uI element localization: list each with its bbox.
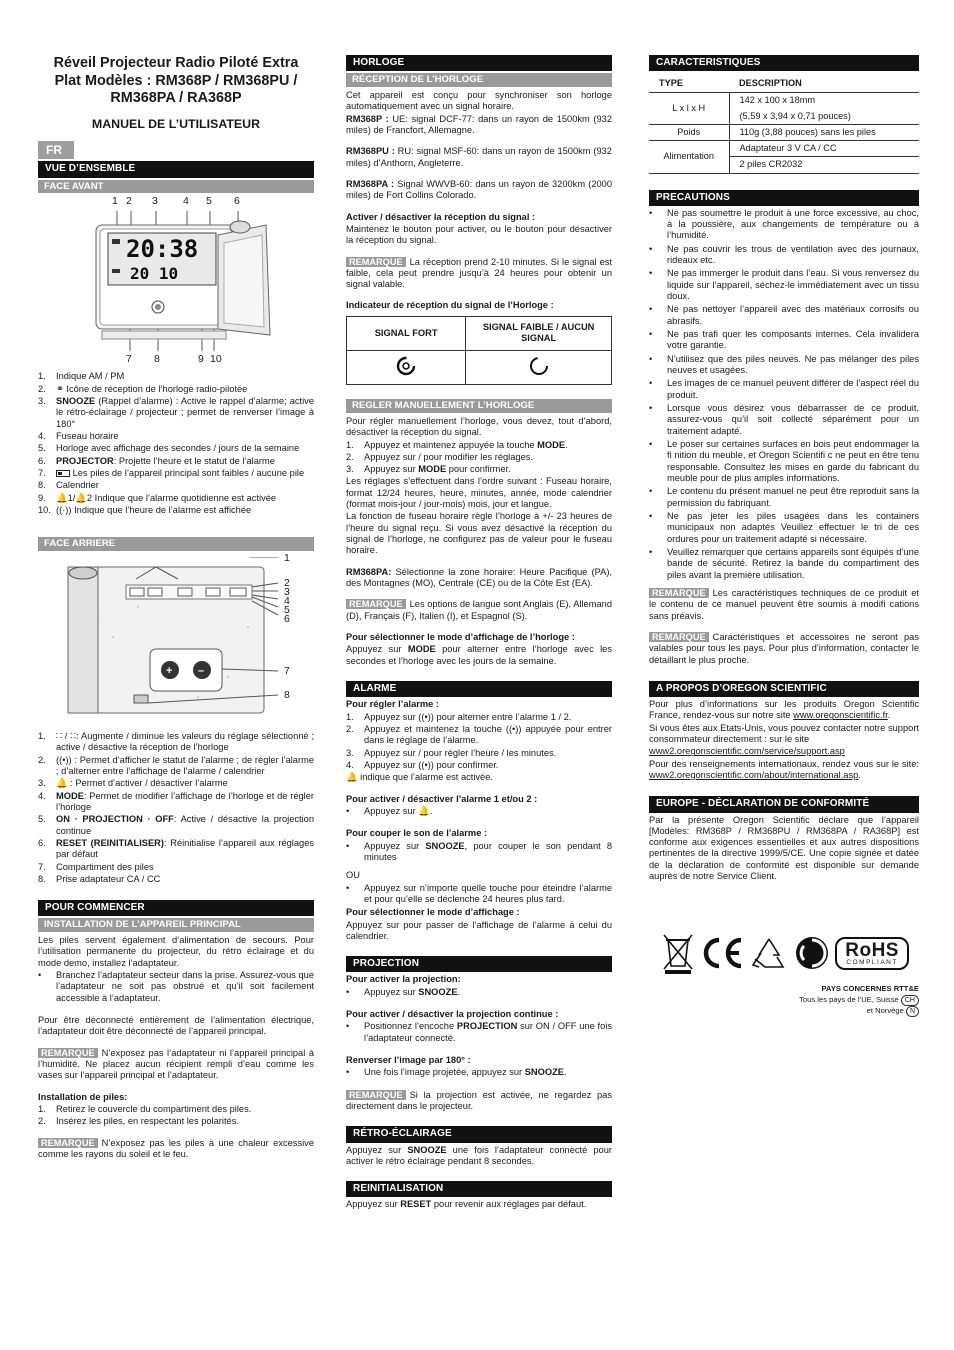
reception-note: REMARQUE La réception prend 2-10 minutes. Si le signal est faible, cela peut prendre jusqu’à 24 heures pour obtenir un signal valable. xyxy=(346,256,612,290)
projection-cont-title: Pour activer / désactiver la projection continue : xyxy=(346,1009,559,1020)
spec-header-desc: DESCRIPTION xyxy=(729,75,919,93)
weee-bin-icon xyxy=(661,932,695,974)
section-projection: PROJECTION xyxy=(346,956,612,972)
alarm-toggle-list: • Appuyez sur 🔔. xyxy=(346,805,433,816)
alarm-wave-icon: ((•)) xyxy=(56,754,72,765)
callout-front-7: 7 xyxy=(126,353,132,366)
note-badge: REMARQUE xyxy=(38,1138,98,1148)
section-conformity: EUROPE - DÉCLARATION DE CONFORMITÉ xyxy=(649,796,919,812)
radio-signal-icon: ⚭ xyxy=(56,383,64,394)
battery-step: 1. Retirez le couvercle du compartiment des piles. xyxy=(38,1104,252,1115)
back-item: 1. ∷ / ∷: Augmente / diminue les valeurs du réglage sélectionné ; active / désactive la réception de l’horloge xyxy=(38,730,314,753)
list-item: • Lorsque vous désirez vous débarrasser de ce produit, assurez-vous qu’il soit collecté séparément pour un traitement adapté. xyxy=(649,402,919,436)
backlight-text: Appuyez sur SNOOZE une fois l’adaptateur connecté pour activer le rétro éclairage pendant 8 secondes. xyxy=(346,1144,612,1166)
spec-header-type: TYPE xyxy=(649,75,729,93)
callout-front-1: 1 xyxy=(112,195,118,208)
model-rm368p: RM368P : UE: signal DCF-77: dans un rayon de 1500km (932 miles) de Francfort, Allemagne. xyxy=(346,113,612,135)
front-clock-illustration xyxy=(38,207,314,367)
ce-mark-icon xyxy=(699,936,745,970)
list-item: • Le poser sur certaines surfaces en bois peut endommager la fi nition du meuble, et Oregon Scientifi c ne peut en être tenu responsable. Consultez les mises en garde du fabricant du meuble pour de plus amples informations. xyxy=(649,438,919,483)
callout-front-6: 6 xyxy=(234,195,240,208)
manual-step: 1. Appuyez et maintenez appuyée la touche MODE. xyxy=(346,439,568,450)
subsection-reception: RÉCEPTION DE L’HORLOGE xyxy=(346,73,612,87)
alarm-wave-icon: ((•)) xyxy=(505,723,522,734)
alarm-wave-icon: ((•)) xyxy=(418,759,434,770)
front-item: 9. 🔔1/🔔2 Indique que l’alarme quotidienne est activée xyxy=(38,492,277,503)
alarm-stop-title: Pour couper le son de l’alarme : xyxy=(346,828,488,839)
alarm-step: 4. Appuyez sur ((•)) pour confirmer. xyxy=(346,759,499,770)
front-item: 1. Indique AM / PM xyxy=(38,371,125,382)
callout-front-5: 5 xyxy=(206,195,212,208)
note-badge: REMARQUE xyxy=(346,257,406,267)
about-link2-line xyxy=(649,746,919,757)
list-item: • Ne pas trafi quer les composants internes. Cela invalidera votre garantie. xyxy=(649,328,919,351)
callout-back-3: 3 xyxy=(284,585,290,598)
subsection-install: INSTALLATION DE L’APPAREIL PRINCIPAL xyxy=(38,918,314,932)
section-clock: HORLOGE xyxy=(346,55,612,71)
display-mode-title: Pour sélectionner le mode d’affichage de l’horloge : xyxy=(346,632,575,643)
projection-note: REMARQUE Si la projection est activée, ne regardez pas directement dans le projecteur. xyxy=(346,1089,612,1111)
rtt-countries: PAYS CONCERNES RTT&E Tous les pays de l’UE, Suisse CH et Norvège N xyxy=(799,984,919,1016)
alarm-bell-icon: 🔔 xyxy=(56,778,68,789)
svg-text:–: – xyxy=(198,664,205,677)
back-clock-illustration xyxy=(38,557,314,723)
alarm-view-title: Pour sélectionner le mode d’affichage : xyxy=(346,907,520,918)
alarm-stop-list-2: • Appuyez sur n’importe quelle touche pour éteindre l’alarme et pour qu’elle se déclenche 24 heures plus tard. xyxy=(346,882,612,904)
down-arrow-signal-icon: ∷ xyxy=(70,730,77,741)
about-p3: Pour des renseignements internationaux, rendez vous sur le site: www2.oregonscientific.com/about/international.asp. xyxy=(649,758,919,780)
section-reset: REINITIALISATION xyxy=(346,1181,612,1197)
list-item: • Ne pas immerger le produit dans l’eau. Si vous renversez du liquide sur l’appareil, séchez-le immédiatement avec un tissu doux. xyxy=(649,268,919,301)
section-alarm: ALARME xyxy=(346,681,612,697)
alarm-bell-icon: 🔔 xyxy=(418,805,430,816)
manual-intro: Pour régler manuellement l’horloge, vous devez, tout d’abord, désactiver la réception du signal. xyxy=(346,415,612,438)
callout-front-10: 10 xyxy=(210,353,222,366)
alarm-step: 3. Appuyez sur / pour régler l’heure / les minutes. xyxy=(346,747,557,758)
callout-back-2: 2 xyxy=(284,576,290,589)
section-precautions: PRECAUTIONS xyxy=(649,190,919,206)
certification-logos xyxy=(649,928,919,978)
front-item: 10. ((·)) Indique que l’heure de l’alarme est affichée xyxy=(38,504,252,515)
note-badge: REMARQUE xyxy=(38,1048,98,1058)
install-para: Pour être déconnecté entièrement de l’alimentation électrique, l’adaptateur doit être déconnecté de l’appareil principal. xyxy=(38,1015,314,1037)
back-item: 7. Compartiment des piles xyxy=(38,861,154,872)
precautions-note-1: REMARQUE Les caractéristiques techniques de ce produit et le contenu de ce manuel peuvent être soumis à modifi cations sans préavis. xyxy=(649,587,919,621)
lcd-time: 20:38 xyxy=(126,235,199,264)
section-specs: CARACTERISTIQUES xyxy=(649,55,919,71)
language-note: REMARQUE Les options de langue sont Anglais (E), Allemand (D), Français (F), Italien (I), et Espagnol (S). xyxy=(346,599,612,621)
projection-flip-title: Renverser l’image par 180° : xyxy=(346,1055,471,1065)
callout-front-3: 3 xyxy=(152,195,158,208)
list-item: • Le contenu du présent manuel ne peut être reproduit sans la permission du fabriquant. xyxy=(649,486,919,508)
back-item: 5. ON · PROJECTION · OFF: Active / désactive la projection continue xyxy=(38,814,315,836)
reception-intro: Cet appareil est conçu pour synchroniser son horloge automatiquement avec un signal horaire. xyxy=(346,89,612,112)
alarm-step: 2. Appuyez et maintenez la touche ((•)) appuyée pour entrer dans le réglage de l’alarme. xyxy=(346,723,612,746)
table-row: (5,59 x 3,94 x 0,71 pouces) xyxy=(649,109,919,125)
reset-text: Appuyez sur RESET pour revenir aux réglages par défaut. xyxy=(346,1199,587,1210)
note-badge: REMARQUE xyxy=(649,632,709,642)
callout-front-9: 9 xyxy=(198,353,204,366)
list-item: • Ne pas couvrir les trous de ventilation avec des journaux, rideaux etc. xyxy=(649,243,919,265)
manual-zone: La fonction de fuseau horaire règle l’horloge à +/- 23 heures de l’heure du signal reçu. Si vous avez désactivé la réception du signal de l’horloge, ne configurez pas de valeur pour le fuseau horaire. xyxy=(346,511,612,556)
projection-on-title: Pour activer la projection: xyxy=(346,974,461,985)
signal-strong-header: SIGNAL FORT xyxy=(347,316,466,350)
battery-steps xyxy=(38,1104,314,1128)
manual-steps xyxy=(346,440,612,476)
signal-table xyxy=(346,316,612,385)
display-mode-text: Appuyez sur MODE pour alterner entre l’horloge avec les secondes et l’horloge avec les jours de la semaine. xyxy=(346,644,612,666)
note-badge: REMARQUE xyxy=(346,1090,406,1100)
front-item: 5. Horloge avec affichage des secondes / jours de la semaine xyxy=(38,443,300,454)
callout-back-1: 1 xyxy=(284,551,290,564)
front-items-list xyxy=(38,371,314,516)
back-item: 8. Prise adaptateur CA / CC xyxy=(38,873,161,884)
back-item: 6. RESET (REINITIALISER): Réinitialise l’appareil aux réglages par défaut xyxy=(38,837,315,860)
precautions-list xyxy=(649,208,919,581)
country-badge-n: N xyxy=(906,1006,919,1017)
document-title: Réveil Projecteur Radio Piloté Extra Plat Modèles : RM368P / RM368PU / RM368PA / RA368P xyxy=(53,55,299,107)
signal-indicator-title: Indicateur de réception du signal de l’Horloge : xyxy=(346,300,554,311)
up-arrow-signal-icon: ∷ xyxy=(56,730,62,741)
back-items-list xyxy=(38,731,314,885)
column-middle: HORLOGE RÉCEPTION DE L’HORLOGE Cet appareil est conçu pour synchroniser son horloge automatiquement avec un signal horaire. RM368P : UE: signal DCF-77: dans un rayon de 1500km (932 miles) de Francfort, Allemagne. RM368PU : RU: signal MSF-60: dans un rayon de 1500km (932 miles) d’Anthorn, Angleterre. RM368PA : Signal WWVB-60: dans un rayon de 3200km (2000 miles) de Fort Collins Colorado. Activer / désactiver la réception du signal : Maintenez le bouton pour activer, ou le bouton pour désactiver la réception du signal. REMARQUE La réception prend 2-10 minutes. Si le signal est faible, cela peut prendre jusqu’à 24 heures pour obtenir un signal valable. Indicateur de réception du signal de l’Horloge : SIGNAL FORT SIGNAL FAIBLE / AUCUN SIGNAL REGLER MANUELLEMENT L’HORLOGE Pour régler manuellement l’horloge, vous devez, tout d’abord, désactiver la réception du signal. 1. Appuyez et maintenez appuyée la touche MODE. 2. Appuyez sur / pour modifier les réglages. 3. Appuyez sur MODE pour confirmer. Les réglages s’effectuent dans l’ordre suivant : Fuseau horaire, format 12/24 heures, heure, minutes, année, mode calendrier (format mois-jour / jour-mois) mois, jour et langue. La fonction de fuseau horaire règle l’horloge à +/- 23 heures de l’heure du signal reçu. Si vous avez désactivé la réception du signal de l’horloge, ne configurez pas de valeur pour le fuseau horaire. RM368PA: Sélectionne la zone horaire: Heure Pacifique (PA), des Montagnes (MO), Centrale (CE) ou de la Côte Est (EA). REMARQUE Les options de langue sont Anglais (E), Allemand (D), Français (F), Italien (I), et Espagnol (S). Pour sélectionner le mode d’affichage de l’horloge : Appuyez sur MODE pour alterner entre l’horloge avec les secondes et l’horloge avec les jours de la semaine. ALARME Pour régler l’alarme : 1. Appuyez sur ((•)) pour alterner entre l’alarme 1 / 2. 2. Appuyez et maintenez la touche ((•)) appuyée pour entrer dans le réglage de l’alarme. 3. Appuyez sur / pour régler l’heure / les minutes. 4. Appuyez sur ((•)) pour confirmer. 🔔 indique que l’alarme est activée. Pour activer / désactiver l’alarme 1 et/ou 2 : • Appuyez sur 🔔. Pour couper le son de l’alarme : • Appuyez sur SNOOZE, pour couper le son pendant 8 minutes OU • Appuyez sur n’importe quelle touche pour éteindre l’alarme et pour qu’elle se déclenche 24 heures plus tard. Pour sélectionner le mode d’affichage : Appuyez sur pour passer de l’affichage de l’alarme à celui du calendrier. PROJECTION Pour activer la projection: • Appuyez sur SNOOZE. Pour activer / désactiver la projection continue : • Positionnez l’encoche PROJECTION sur ON / OFF une fois l’adaptateur connecté. Renverser l’image par 180° : • Une fois l’image projetée, appuyez sur SNOOZE. REMARQUE Si la projection est activée, ne regardez pas directement dans le projecteur. RÉTRO-ÉCLAIRAGE Appuyez sur SNOOZE une fois l’adaptateur connecté pour activer le rétro éclairage pendant 8 secondes. REINITIALISATION Appuyez sur RESET pour revenir aux réglages par défaut. xyxy=(346,57,612,1210)
back-item: 2. ((•)) : Permet d’afficher le statut de l’alarme ; de régler l’alarme ; d’alterner entre l’affichage de l’alarme / calendrier xyxy=(38,754,314,776)
lcd-secondary: 20 10 xyxy=(130,264,179,284)
link-oregon-support[interactable]: www2.oregonscientific.com/service/support.asp xyxy=(649,746,845,757)
front-item: 7. Les piles de l’appareil principal sont faibles / aucune pile xyxy=(38,467,305,478)
table-row: Alimentation Adaptateur 3 V CA / CC xyxy=(649,141,919,157)
install-bullets xyxy=(38,970,314,1004)
battery-step: 2. Insérez les piles, en respectant les polarités. xyxy=(38,1116,239,1127)
signal-weak-icon xyxy=(528,355,550,377)
battery-title: Installation de piles: xyxy=(38,1091,128,1102)
callout-front-2: 2 xyxy=(126,195,132,208)
front-diagram xyxy=(38,197,314,365)
note-badge: REMARQUE xyxy=(649,588,709,598)
green-dot-icon xyxy=(793,934,831,972)
list-item: • Veuillez remarquer que certains appareils sont équipés d’une bande de sécurité. Retirez la bande du compartiment des piles avant la première utilisation. xyxy=(649,546,919,580)
callout-back-8: 8 xyxy=(284,688,290,701)
about-p1: Pour plus d’informations sur les produits Oregon Scientific France, rendez-vous sur notre site www.oregonscientific.fr. xyxy=(649,699,919,721)
language-tag: FR xyxy=(38,141,74,160)
subsection-back: FACE ARRIERE xyxy=(38,537,314,551)
table-row: L x l x H 142 x 100 x 18mm xyxy=(649,93,919,109)
model-rm368pu: RM368PU : RU: signal MSF-60: dans un rayon de 1500km (932 miles) d’Anthorn, Angleterre. xyxy=(346,146,612,168)
signal-weak-cell xyxy=(466,350,612,384)
signal-strong-cell xyxy=(347,350,466,384)
precautions-note-2: REMARQUE Caractéristiques et accessoires ne seront pas valables pour tous les pays. Pour plus d’information, contacter le détaillant le plus proche. xyxy=(649,631,919,665)
manual-rm368pa: RM368PA: Sélectionne la zone horaire: Heure Pacifique (PA), des Montagnes (MO), Centrale (CE) ou de la Côte Est (EA). xyxy=(346,566,612,589)
back-item: 4. MODE: Permet de modifier l’affichage de l’horloge et de régler l’horloge xyxy=(38,790,314,812)
callout-back-5: 5 xyxy=(284,603,290,616)
alarm-step: 1. Appuyez sur ((•)) pour alterner entre l’alarme 1 / 2. xyxy=(346,711,572,722)
document-subtitle: MANUEL DE L’UTILISATEUR xyxy=(91,116,261,131)
list-item: • N’utilisez que des piles neuves. Ne pas mélanger des piles neuves et usagées. xyxy=(649,353,919,375)
alarm-steps xyxy=(346,712,612,772)
alarm-view-text: Appuyez sur pour passer de l’affichage de l’alarme à celui du calendrier. xyxy=(346,919,612,941)
list-item: • Ne pas jeter les piles usagées dans les containers municipaux non adaptés Veuillez effectuer le tri de ces ordures pour un traitement adapté si nécessaire. xyxy=(649,510,919,544)
callout-back-4: 4 xyxy=(284,594,290,607)
section-backlight: RÉTRO-ÉCLAIRAGE xyxy=(346,1126,612,1142)
manual-step: 2. Appuyez sur / pour modifier les réglages. xyxy=(346,451,533,462)
install-bullet: • Branchez l’adaptateur secteur dans la prise. Assurez-vous que l’adaptateur ne soit pas obstrué et qu’il soit facilement accessible à l’adaptateur. xyxy=(38,970,314,1003)
column-right xyxy=(649,55,919,1017)
link-oregon-international[interactable]: www2.oregonscientific.com/about/international.asp xyxy=(649,769,859,780)
alarm-or: OU xyxy=(346,870,360,881)
front-item: 6. PROJECTOR: Projette l’heure et le statut de l’alarme xyxy=(38,455,275,466)
recycle-icon xyxy=(749,935,789,971)
link-oregon-fr[interactable]: www.oregonscientific.fr xyxy=(793,710,888,721)
signal-strong-icon xyxy=(395,355,417,377)
manual-order: Les réglages s’effectuent dans l’ordre suivant : Fuseau horaire, format 12/24 heures, heure, minutes, année, mode calendrier (format mois-jour / jour-mois) mois, jour et langue. xyxy=(346,476,612,510)
front-item: 2. ⚭ Icône de réception de l’horloge radio-pilotée xyxy=(38,383,248,394)
install-note: REMARQUE N’exposez pas l’adaptateur ni l’appareil principal à l’humidité. Ne placez aucun récipient rempli d’eau comme les vases sur l’appareil principal et l’adaptateur. xyxy=(38,1047,314,1081)
back-item: 3. 🔔 : Permet d’activer / désactiver l’alarme xyxy=(38,778,228,789)
front-item: 8. Calendrier xyxy=(38,480,99,491)
table-row: 2 piles CR2032 xyxy=(649,157,919,173)
list-item: • Les images de ce manuel peuvent différer de l’aspect réel du produit. xyxy=(649,378,919,400)
back-diagram xyxy=(38,551,314,725)
callout-front-8: 8 xyxy=(154,353,160,366)
alarm-set-title: Pour régler l’alarme : xyxy=(346,699,440,710)
signal-toggle-title: Activer / désactiver la réception du signal : xyxy=(346,211,536,222)
section-about: A PROPOS D’OREGON SCIENTIFIC xyxy=(649,681,919,697)
list-item: • Ne pas nettoyer l’appareil avec des matériaux corrosifs ou abrasifs. xyxy=(649,304,919,326)
manual-step: 3. Appuyez sur MODE pour confirmer. xyxy=(346,464,511,475)
section-overview: VUE D’ENSEMBLE xyxy=(38,161,314,177)
note-badge: REMARQUE xyxy=(346,599,406,609)
conformity-text: Par la présente Oregon Scientific déclare que l’appareil [Modèles: RM368P / RM368PU / RM368PA / RA368P] est conforme aux exigences essentielles et aux autres dispositions pertinentes de la directive 1999/5/CE. Une copie signée et datée de la déclaration de conformité est disponible sur demande auprès de notre Service Client. xyxy=(649,814,919,882)
table-row: Poids 110g (3,88 pouces) sans les piles xyxy=(649,124,919,140)
rohs-icon: RoHS COMPLIANT xyxy=(835,937,909,971)
about-p2: Si vous êtes aux Etats-Unis, vous pouvez contacter notre support consommateur directement : sur le site xyxy=(649,722,919,744)
subsection-manual-clock: REGLER MANUELLEMENT L’HORLOGE xyxy=(346,399,612,413)
front-item: 3. SNOOZE (Rappel d’alarme) : Active le rappel d’alarme; active le rétro-éclairage / projecteur ; permet de renverser l’image à 180° xyxy=(38,395,314,429)
alarm-toggle-title: Pour activer / désactiver l’alarme 1 et/ou 2 : xyxy=(346,793,538,804)
battery-note: REMARQUE N’exposez pas les piles à une chaleur excessive comme les rayons du soleil et le feu. xyxy=(38,1137,314,1160)
alarm-bell-icon: 🔔1/🔔2 xyxy=(56,492,93,503)
svg-text:+: + xyxy=(166,664,173,677)
alarm-bell-icon: 🔔 xyxy=(346,772,358,783)
alarm-stop-list: • Appuyez sur SNOOZE, pour couper le son pendant 8 minutes xyxy=(346,840,612,862)
callout-front-4: 4 xyxy=(183,195,189,208)
install-intro: Les piles servent également d’alimentation de secours. Pour l’utilisation permanente du projecteur, du rétro éclairage et du mode demo, installez l’adaptateur. xyxy=(38,935,314,968)
spec-table xyxy=(649,75,919,173)
country-badge-ch: CH xyxy=(901,995,919,1006)
signal-toggle-text: Maintenez le bouton pour activer, ou le bouton pour désactiver la réception du signal. xyxy=(346,223,612,246)
battery-low-icon xyxy=(56,470,70,477)
model-rm368pa: RM368PA : Signal WWVB-60: dans un rayon de 3200km (2000 miles) de Fort Collins Colorado. xyxy=(346,178,612,201)
front-item: 4. Fuseau horaire xyxy=(38,430,119,441)
callout-back-6: 6 xyxy=(284,612,290,625)
alarm-active: 🔔 indique que l’alarme est activée. xyxy=(346,772,493,783)
subsection-front: FACE AVANT xyxy=(38,180,314,194)
column-left xyxy=(38,55,314,1161)
signal-weak-header: SIGNAL FAIBLE / AUCUN SIGNAL xyxy=(466,316,612,350)
callout-back-7: 7 xyxy=(284,664,290,677)
list-item: • Ne pas soumettre le produit à une force excessive, au choc, à la poussière, aux changements de température ou à l’humidité. xyxy=(649,207,919,241)
alarm-wave-icon: ((•)) xyxy=(418,711,434,722)
section-getting-started: POUR COMMENCER xyxy=(38,900,314,916)
